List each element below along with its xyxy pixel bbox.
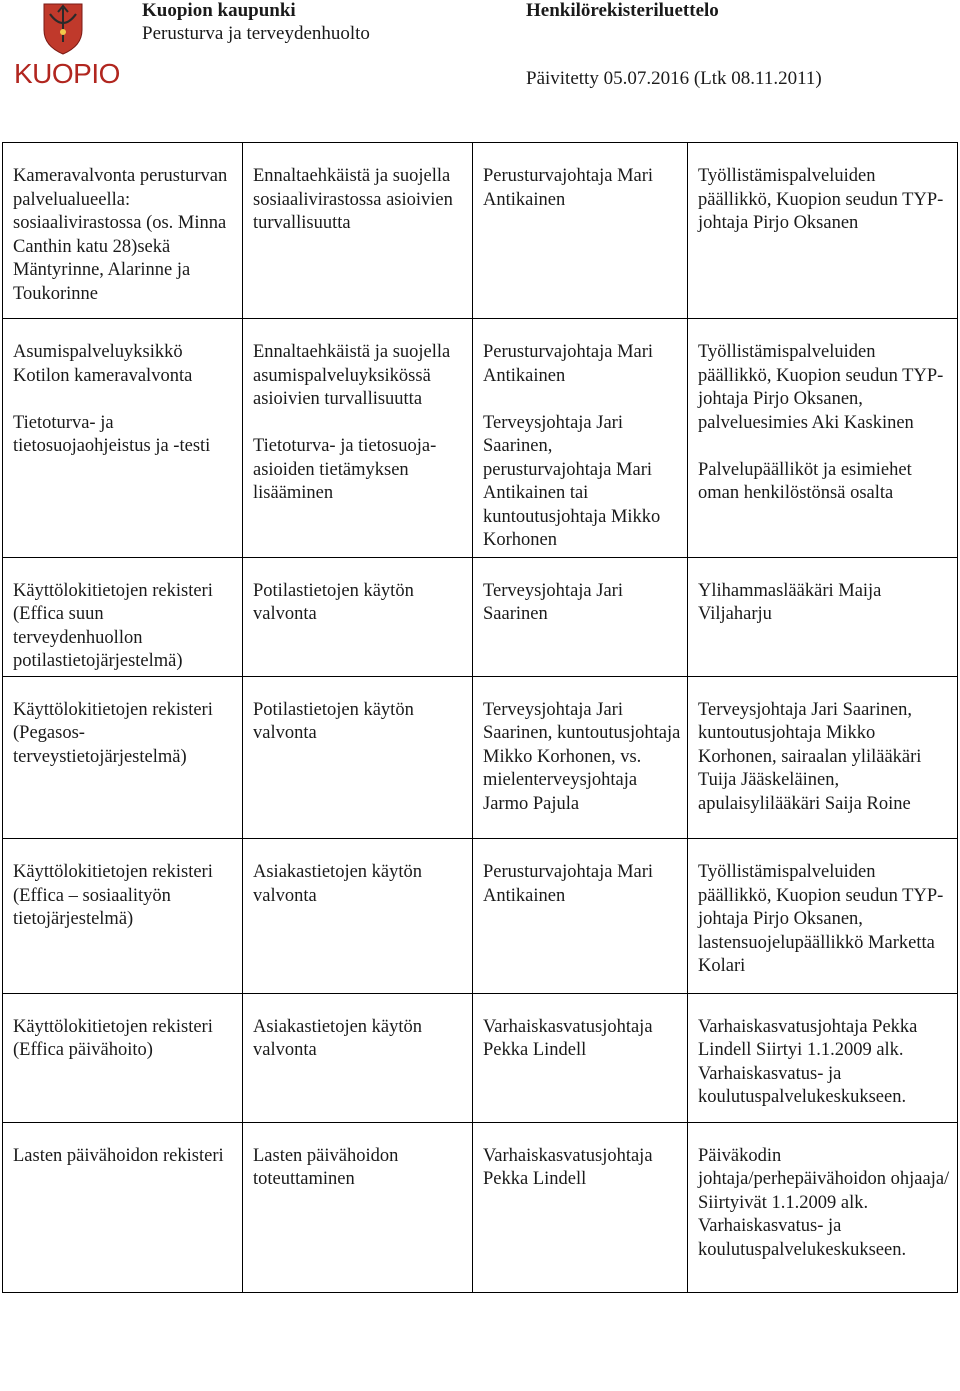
- cell-text: Käyttölokitietojen rekisteri (Effica – sosiaalityön tietojärjestelmä): [13, 862, 213, 929]
- cell-text: Palvelupäälliköt ja esimiehet oman henkilöstönsä osalta: [698, 459, 912, 503]
- purpose-cell: [243, 319, 473, 558]
- contact-person-cell: [688, 993, 958, 1122]
- contact-person-cell: [688, 319, 958, 558]
- cell-text: Työllistämispalveluiden päällikkö, Kuopion seudun TYP-johtaja Pirjo Oksanen: [698, 166, 944, 233]
- register-name-cell: [3, 993, 243, 1122]
- table-row: [3, 319, 958, 558]
- cell-text: Asumispalveluyksikkö Kotilon kameravalvonta: [13, 342, 193, 386]
- responsible-person-cell: [473, 319, 688, 558]
- cell-text: Käyttölokitietojen rekisteri (Pegasos-terveystietojärjestelmä): [13, 699, 213, 767]
- city-name: Kuopion kaupunki: [142, 0, 296, 21]
- register-name-cell: [3, 839, 243, 994]
- register-name-cell: [3, 143, 243, 319]
- cell-text: Varhaiskasvatusjohtaja Pekka Lindell Siirtyi 1.1.2009 alk. Varhaiskasvatus- ja koulutuspalvelukeskukseen.: [698, 1016, 918, 1107]
- register-name-cell: [3, 319, 243, 558]
- register-table: [2, 142, 958, 1293]
- cell-text: Lasten päivähoidon rekisteri: [13, 1145, 224, 1166]
- contact-person-cell: [688, 839, 958, 994]
- cell-text: Tietoturva- ja tietosuojaohjeistus ja -testi: [13, 412, 211, 456]
- cell-text: Päiväkodin johtaja/perhepäivähoidon ohjaaja/ Siirtyivät 1.1.2009 alk. Varhaiskasvatus- ja koulutuspalvelukeskukseen.: [698, 1145, 950, 1260]
- register-name-cell: [3, 557, 243, 676]
- cell-text: Ylihammaslääkäri Maija Viljaharju: [698, 580, 882, 624]
- cell-text: Terveysjohtaja Jari Saarinen, kuntoutusjohtaja Mikko Korhonen, sairaalan ylilääkäri Tuija Jääskeläinen, apulaisylilääkäri Saija Roine: [698, 699, 922, 814]
- contact-person-cell: [688, 557, 958, 676]
- cell-text: Varhaiskasvatusjohtaja Pekka Lindell: [483, 1145, 653, 1189]
- cell-text: Terveysjohtaja Jari Saarinen, perusturvajohtaja Mari Antikainen tai kuntoutusjohtaja Mikko Korhonen: [483, 412, 661, 550]
- contact-person-cell: [688, 143, 958, 319]
- table-row: [3, 1122, 958, 1293]
- register-name-cell: [3, 1122, 243, 1293]
- logo-wordmark: KUOPIO: [14, 58, 120, 89]
- register-table-body: [3, 143, 958, 1293]
- cell-text: Perusturvajohtaja Mari Antikainen: [483, 166, 654, 210]
- responsible-person-cell: [473, 676, 688, 839]
- purpose-cell: [243, 839, 473, 994]
- table-row: [3, 993, 958, 1122]
- contact-person-cell: [688, 1122, 958, 1293]
- responsible-person-cell: [473, 993, 688, 1122]
- table-row: [3, 676, 958, 839]
- purpose-cell: [243, 557, 473, 676]
- cell-text: Ennaltaehkäistä ja suojella sosiaalivirastossa asioivien turvallisuutta: [253, 166, 453, 233]
- cell-text: Perusturvajohtaja Mari Antikainen: [483, 342, 654, 386]
- table-row: [3, 557, 958, 676]
- cell-text: Terveysjohtaja Jari Saarinen, kuntoutusjohtaja Mikko Korhonen, vs. mielenterveysjohtaja Jarmo Pajula: [483, 699, 681, 814]
- cell-text: Lasten päivähoidon toteuttaminen: [253, 1145, 399, 1189]
- cell-text: Tietoturva- ja tietosuoja-asioiden tietämyksen lisääminen: [253, 436, 437, 503]
- table-row: [3, 839, 958, 994]
- purpose-cell: [243, 676, 473, 839]
- cell-text: Työllistämispalveluiden päällikkö, Kuopion seudun TYP-johtaja Pirjo Oksanen, palveluesimies Aki Kaskinen: [698, 342, 944, 433]
- purpose-cell: [243, 993, 473, 1122]
- register-name-cell: [3, 676, 243, 839]
- cell-text: Terveysjohtaja Jari Saarinen: [483, 580, 623, 624]
- unit-name: Perusturva ja terveydenhuolto: [142, 23, 370, 44]
- cell-text: Ennaltaehkäistä ja suojella asumispalveluyksikössä asioivien turvallisuutta: [253, 342, 451, 409]
- cell-text: Käyttölokitietojen rekisteri (Effica suun terveydenhuollon potilastietojärjestelmä): [13, 580, 213, 671]
- cell-text: Asiakastietojen käytön valvonta: [253, 1016, 423, 1060]
- cell-text: Kameravalvonta perusturvan palvelualueella: sosiaalivirastossa (os. Minna Canthin katu 28)sekä Mäntyrinne, Alarinne ja Toukorinne: [13, 166, 228, 304]
- cell-text: Potilastietojen käytön valvonta: [253, 580, 414, 624]
- table-row: [3, 143, 958, 319]
- cell-text: Perusturvajohtaja Mari Antikainen: [483, 862, 654, 906]
- cell-text: Potilastietojen käytön valvonta: [253, 699, 414, 743]
- document-title: Henkilörekisteriluettelo: [526, 0, 719, 21]
- cell-text: Työllistämispalveluiden päällikkö, Kuopion seudun TYP-johtaja Pirjo Oksanen, lastensuojelupäällikkö Marketta Kolari: [698, 862, 944, 976]
- updated-date: Päivitetty 05.07.2016 (Ltk 08.11.2011): [526, 68, 822, 89]
- contact-person-cell: [688, 676, 958, 839]
- cell-text: Käyttölokitietojen rekisteri (Effica päivähoito): [13, 1016, 213, 1060]
- responsible-person-cell: [473, 1122, 688, 1293]
- cell-text: Varhaiskasvatusjohtaja Pekka Lindell: [483, 1016, 653, 1060]
- purpose-cell: [243, 143, 473, 319]
- cell-text: Asiakastietojen käytön valvonta: [253, 862, 423, 906]
- responsible-person-cell: [473, 557, 688, 676]
- responsible-person-cell: [473, 143, 688, 319]
- purpose-cell: [243, 1122, 473, 1293]
- responsible-person-cell: [473, 839, 688, 994]
